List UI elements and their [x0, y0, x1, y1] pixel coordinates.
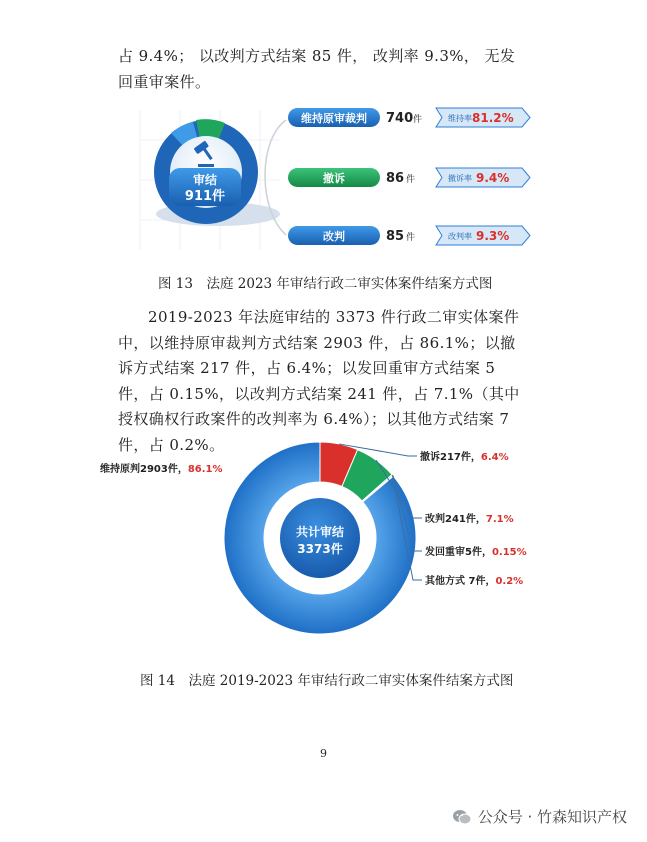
row-label: 改判 — [323, 230, 345, 243]
rate-label: 改判率 — [448, 232, 472, 241]
paragraph-2: 2019-2023 年法庭审结的 3373 件行政二审实体案件中，以维持原审裁判方式结案 2903 件，占 86.1%；以撤诉方式结案 217 件，占 6.4%；以发回重审方式结案 5 件，占 0.15%，以改判方式结案 241 件，占 7.1%（其中授权确权行政案件的改判率为 6.4%）；以其他方式结案 7 件，占 0.2%。 — [118, 308, 520, 454]
row-unit: 件 — [406, 233, 416, 243]
center-title: 共计审结 — [295, 525, 345, 539]
row-revise — [288, 226, 530, 245]
row-count: 85 — [386, 229, 405, 244]
rate-label: 撤诉率 — [448, 174, 472, 183]
rate-value: 81.2% — [472, 111, 514, 125]
slice-label-1: 撤诉217件，6.4% — [420, 452, 509, 463]
row-label: 撤诉 — [323, 172, 345, 185]
row-count: 86 — [386, 171, 405, 186]
row-withdraw — [288, 168, 530, 187]
figure-13 — [0, 100, 647, 260]
center-title: 审结 — [192, 173, 218, 187]
figure-13-caption: 图 13 法庭 2023 年审结行政二审实体案件结案方式图 — [158, 276, 493, 292]
row-count: 740 — [386, 111, 414, 126]
row-maintain — [288, 108, 530, 127]
center-value: 911件 — [184, 189, 226, 204]
slice-label-4: 其他方式 7件，0.2% — [425, 576, 524, 587]
slice-label-2: 改判241件，7.1% — [425, 514, 514, 525]
row-label: 维持原审裁判 — [301, 112, 367, 125]
center-value: 3373件 — [297, 542, 343, 556]
slice-label-3: 发回重审5件，0.15% — [425, 547, 527, 558]
figure-14-chart — [0, 442, 647, 652]
paragraph-1: 占 9.4%； 以改判方式结案 85 件， 改判率 9.3%， 无发回重审案件。 — [118, 47, 516, 91]
row-unit: 件 — [406, 175, 416, 185]
row-unit: 件 — [413, 115, 423, 125]
slice-label-0: 维持原判2903件，86.1% — [100, 464, 223, 475]
rate-label: 维持率 — [448, 114, 472, 123]
figure-14-caption: 图 14 法庭 2019-2023 年审结行政二审实体案件结案方式图 — [140, 673, 514, 689]
rate-value: 9.4% — [476, 171, 510, 185]
wechat-icon — [452, 809, 472, 825]
page-number: 9 — [320, 747, 327, 760]
watermark-text: 公众号 · 竹森知识产权 — [477, 808, 627, 826]
watermark — [452, 806, 627, 827]
rate-value: 9.3% — [476, 229, 510, 243]
